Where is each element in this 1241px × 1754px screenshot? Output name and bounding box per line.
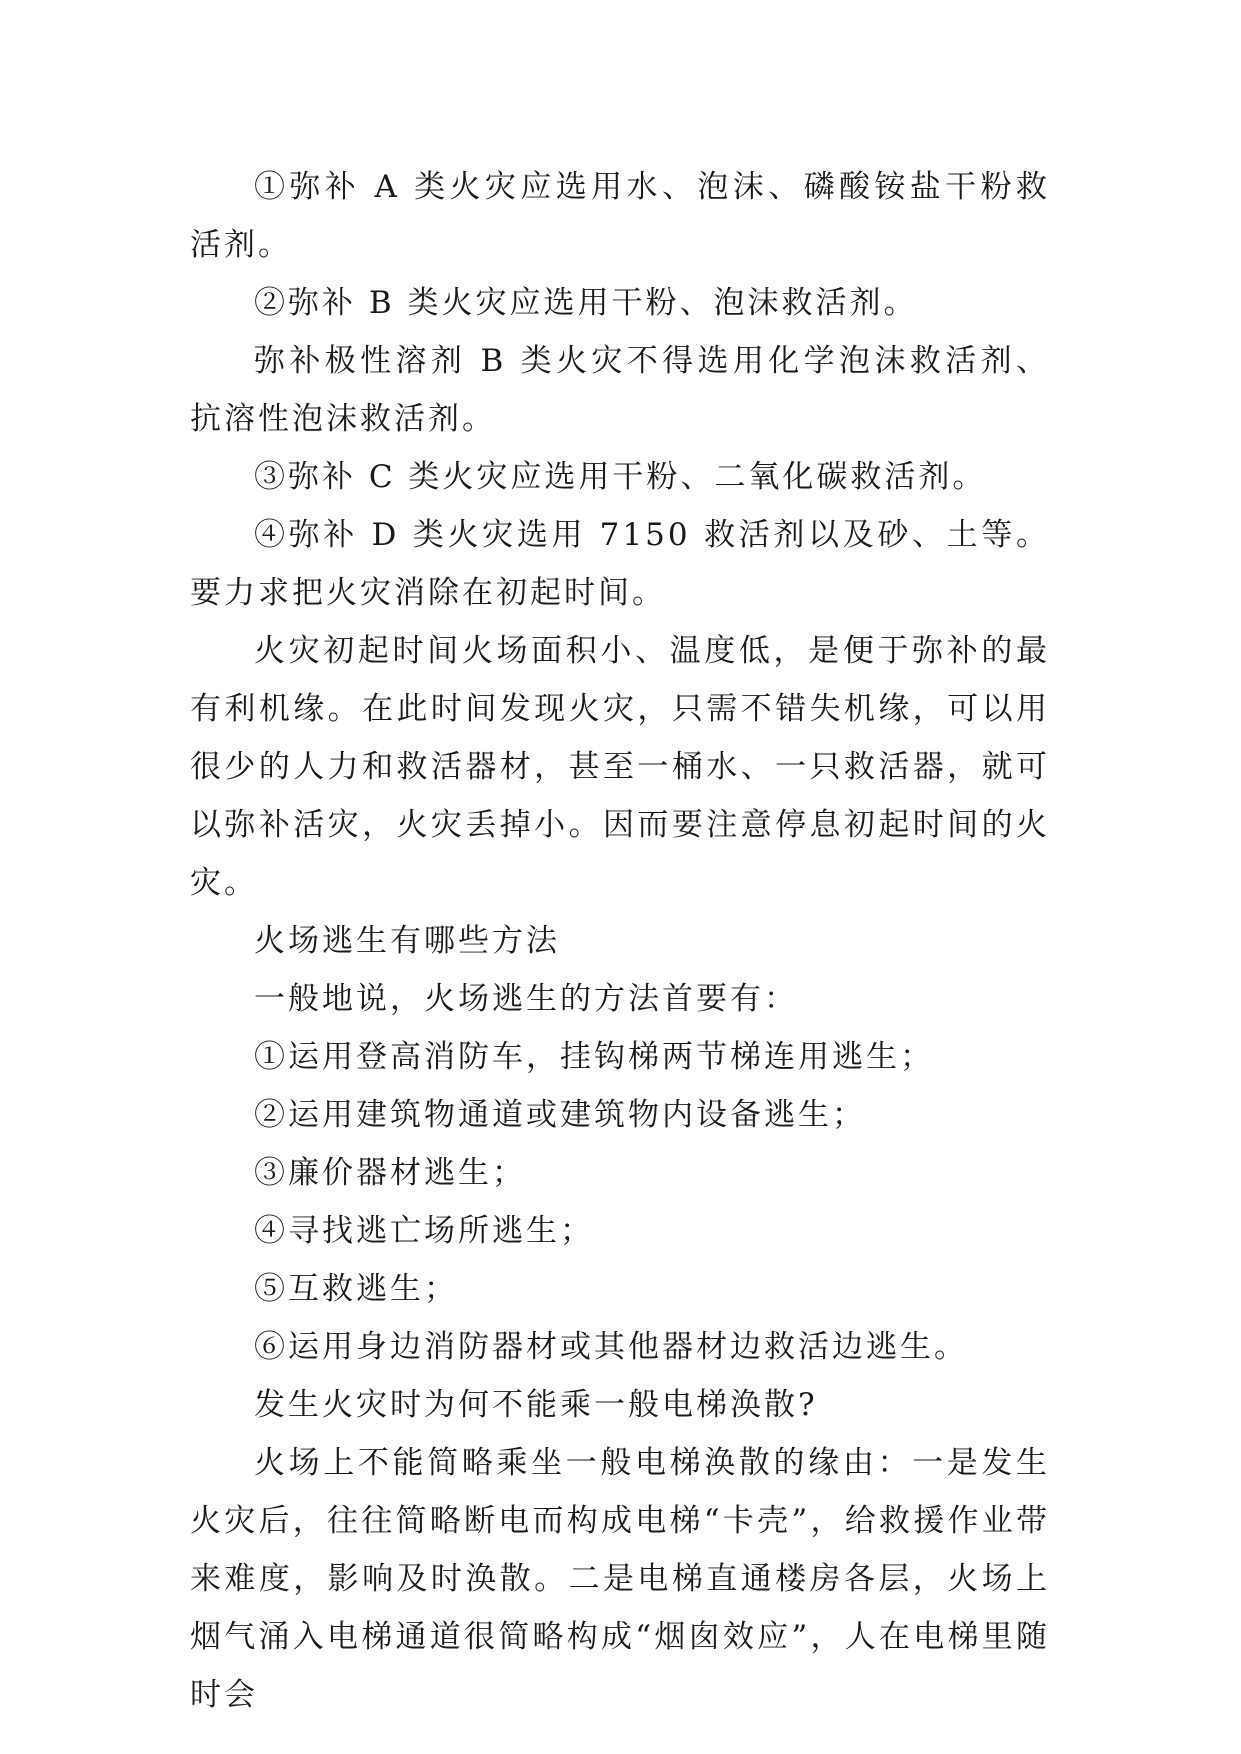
paragraph-class-c-fire: ③弥补 C 类火灾应选用干粉、二氧化碳救活剂。 bbox=[254, 459, 987, 495]
paragraph-escape-intro: 一般地说，火场逃生的方法首要有： bbox=[254, 981, 798, 1017]
paragraph-elevator-reasons: 火场上不能简略乘坐一般电梯涣散的缘由：一是发生火灾后，往往简略断电而构成电梯“卡壳”，给救援作业带来难度，影响及时涣散。二是电梯直通楼房各层，火场上烟气涌入电梯通道很简略构成“烟囱效应”，人在电梯里随时会 bbox=[190, 1445, 1050, 1713]
paragraph-polar-solvent-fire: 弥补极性溶剂 B 类火灾不得选用化学泡沫救活剂、抗溶性泡沫救活剂。 bbox=[190, 343, 1050, 437]
list-item-escape-5: ⑤互救逃生； bbox=[254, 1271, 458, 1307]
heading-escape-methods: 火场逃生有哪些方法 bbox=[254, 923, 560, 959]
document-body bbox=[190, 158, 1050, 1724]
list-item-escape-3: ③廉价器材逃生； bbox=[254, 1155, 526, 1191]
list-item-escape-4: ④寻找逃亡场所逃生； bbox=[254, 1213, 594, 1249]
list-item-escape-1: ①运用登高消防车，挂钩梯两节梯连用逃生； bbox=[254, 1039, 934, 1075]
paragraph-class-b-fire: ②弥补 B 类火灾应选用干粉、泡沫救活剂。 bbox=[254, 285, 918, 321]
paragraph-class-d-fire: ④弥补 D 类火灾选用 7150 救活剂以及砂、土等。 要力求把火灾消除在初起时间。 bbox=[190, 517, 1050, 611]
paragraph-class-a-fire: ①弥补 A 类火灾应选用水、泡沫、磷酸铵盐干粉救活剂。 bbox=[190, 169, 1050, 263]
heading-elevator-question: 发生火灾时为何不能乘一般电梯涣散? bbox=[254, 1387, 818, 1423]
list-item-escape-2: ②运用建筑物通道或建筑物内设备逃生； bbox=[254, 1097, 866, 1133]
paragraph-initial-stage: 火灾初起时间火场面积小、温度低，是便于弥补的最有利机缘。在此时间发现火灾，只需不错失机缘，可以用很少的人力和救活器材，甚至一桶水、一只救活器，就可以弥补活灾，火灾丢掉小。因而要注意停息初起时间的火灾。 bbox=[190, 633, 1050, 901]
list-item-escape-6: ⑥运用身边消防器材或其他器材边救活边逃生。 bbox=[254, 1329, 968, 1365]
